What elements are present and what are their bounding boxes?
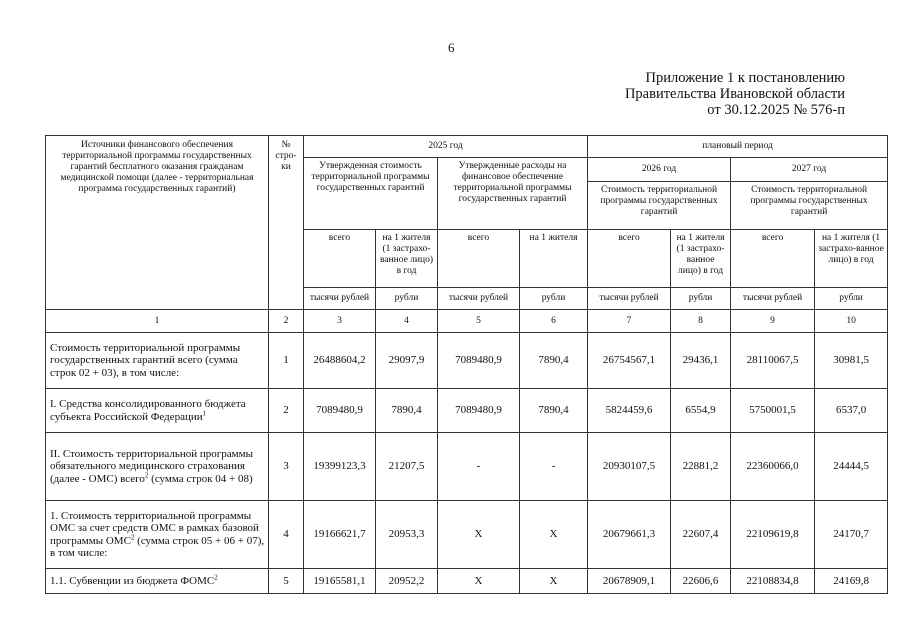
column-number: 6 [520, 310, 588, 333]
cell-value: 20930107,5 [588, 433, 671, 501]
cell-value: 19399123,3 [304, 433, 376, 501]
cell-value: 24170,7 [815, 501, 888, 569]
header-planning-period: плановый период [588, 136, 888, 158]
cell-value: 22109619,8 [731, 501, 815, 569]
row-label: Стоимость территориальной программы государственных гарантий всего (сумма строк 02 + 03), в том числе: [46, 333, 269, 389]
cell-value: 26488604,2 [304, 333, 376, 389]
table-row [46, 501, 888, 569]
cell-value: 19166621,7 [304, 501, 376, 569]
table-row [46, 333, 888, 389]
cell-value: X [438, 501, 520, 569]
cell-value: 7089480,9 [438, 333, 520, 389]
column-number: 5 [438, 310, 520, 333]
header-program-cost-2027: Стоимость территориальной программы государственных гарантий [731, 182, 888, 230]
cell-value: 6554,9 [671, 389, 731, 433]
table-row [46, 433, 888, 501]
cell-value: 7089480,9 [304, 389, 376, 433]
column-number: 8 [671, 310, 731, 333]
header-unit: рубли [376, 288, 438, 310]
cell-value: 22360066,0 [731, 433, 815, 501]
header-unit: рубли [520, 288, 588, 310]
cell-value: X [520, 501, 588, 569]
header-total: всего [304, 230, 376, 288]
header-unit: тысячи рублей [731, 288, 815, 310]
header-year-2025: 2025 год [304, 136, 588, 158]
cell-value: 5824459,6 [588, 389, 671, 433]
row-number: 3 [269, 433, 304, 501]
row-label: II. Стоимость территориальной программы обязательного медицинского страхования (далее - ОМС) всего$^2$ (сумма строк 04 + 08) [46, 433, 269, 501]
header-unit: рубли [815, 288, 888, 310]
row-number: 4 [269, 501, 304, 569]
cell-value: 22881,2 [671, 433, 731, 501]
cell-value: 20953,3 [376, 501, 438, 569]
cell-value: 26754567,1 [588, 333, 671, 389]
cell-value: 21207,5 [376, 433, 438, 501]
appendix-line-1: Приложение 1 к постановлению [645, 70, 845, 86]
cell-value: 20679661,3 [588, 501, 671, 569]
header-year-2026: 2026 год [588, 158, 731, 182]
appendix-heading [625, 70, 845, 118]
cell-value: 7890,4 [376, 389, 438, 433]
page-number: 6 [448, 40, 455, 55]
column-number: 3 [304, 310, 376, 333]
column-number: 2 [269, 310, 304, 333]
cell-value: 20678909,1 [588, 569, 671, 594]
cell-value: 30981,5 [815, 333, 888, 389]
cell-value: 20952,2 [376, 569, 438, 594]
cell-value: 22606,6 [671, 569, 731, 594]
cell-value: - [438, 433, 520, 501]
header-per-resident: на 1 жителя (1 застрахо-ванное лицо) в год [376, 230, 438, 288]
appendix-line-3: от 30.12.2025 № 576-п [707, 102, 845, 118]
row-number: 5 [269, 569, 304, 594]
column-number-row [46, 310, 888, 333]
header-row-number: № стро-ки [269, 136, 304, 310]
cell-value: 7890,4 [520, 333, 588, 389]
header-total: всего [731, 230, 815, 288]
cell-value: 7089480,9 [438, 389, 520, 433]
header-source-col: Источники финансового обеспечения территориальной программы государственных гарантий бесплатного оказания гражданам медицинской помощи (далее - территориальная программа государственных гарантий) [46, 136, 269, 310]
cell-value: - [520, 433, 588, 501]
cell-value: X [520, 569, 588, 594]
header-unit: тысячи рублей [438, 288, 520, 310]
column-number: 10 [815, 310, 888, 333]
header-approved-cost: Утвержденная стоимость территориальной программы государственных гарантий [304, 158, 438, 230]
header-program-cost-2026: Стоимость территориальной программы государственных гарантий [588, 182, 731, 230]
cell-value: 24169,8 [815, 569, 888, 594]
appendix-line-2: Правительства Ивановской области [624, 86, 845, 102]
cell-value: 28110067,5 [731, 333, 815, 389]
column-number: 4 [376, 310, 438, 333]
cell-value: 22607,4 [671, 501, 731, 569]
cell-value: 6537,0 [815, 389, 888, 433]
column-number: 7 [588, 310, 671, 333]
cell-value: 7890,4 [520, 389, 588, 433]
row-label: I. Средства консолидированного бюджета субъекта Российской Федерации$^1$ [46, 389, 269, 433]
column-number: 9 [731, 310, 815, 333]
header-year-2027: 2027 год [731, 158, 888, 182]
cell-value: X [438, 569, 520, 594]
cell-value: 29436,1 [671, 333, 731, 389]
header-total: всего [588, 230, 671, 288]
header-per-resident: на 1 жителя (1 застрахо-ванное лицо) в год [815, 230, 888, 288]
table-row [46, 389, 888, 433]
header-unit: тысячи рублей [588, 288, 671, 310]
table-row [46, 569, 888, 594]
header-per-resident: на 1 жителя [520, 230, 588, 288]
cell-value: 29097,9 [376, 333, 438, 389]
header-per-resident: на 1 жителя (1 застрахо-ванное лицо) в год [671, 230, 731, 288]
header-approved-expenses: Утвержденные расходы на финансовое обеспечение территориальной программы государственных гарантий [438, 158, 588, 230]
financing-table [45, 135, 888, 594]
column-number: 1 [46, 310, 269, 333]
row-number: 1 [269, 333, 304, 389]
header-total: всего [438, 230, 520, 288]
row-number: 2 [269, 389, 304, 433]
row-label: 1.1. Субвенции из бюджета ФОМС$^2$ [46, 569, 269, 594]
cell-value: 19165581,1 [304, 569, 376, 594]
header-unit: тысячи рублей [304, 288, 376, 310]
cell-value: 24444,5 [815, 433, 888, 501]
row-label: 1. Стоимость территориальной программы ОМС за счет средств ОМС в рамках базовой программы ОМС$^2$ (сумма строк 05 + 06 + 07), в том числе: [46, 501, 269, 569]
cell-value: 5750001,5 [731, 389, 815, 433]
header-unit: рубли [671, 288, 731, 310]
cell-value: 22108834,8 [731, 569, 815, 594]
